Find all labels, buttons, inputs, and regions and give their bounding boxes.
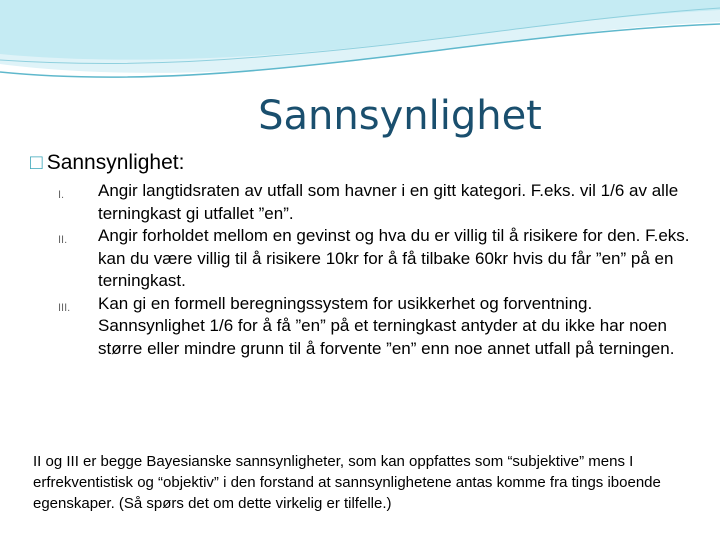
list-item-text: Kan gi en formell beregningssystem for usikkerhet og forventning. Sannsynlighet 1/6 for å få ”en” på et terningkast antyder at du ikke har noen større eller mindre grunn til å forvente ”en” enn noe annet utfall på terningen. [98, 293, 675, 358]
list-item-text: Angir forholdet mellom en gevinst og hva du er villig til å risikere for den. F.eks. kan du være villig til å risikere 10kr for å få tilbake 60kr hvis du får ”en” på en terningkast. [98, 226, 690, 290]
list-marker: I. [58, 189, 65, 201]
list-item-text: Angir langtidsraten av utfall som havner i en gitt kategori. F.eks. vil 1/6 av alle terningkast gi utfallet ”en”. [98, 181, 679, 223]
list-item [58, 293, 698, 361]
numbered-list [58, 180, 698, 360]
bullet-box-icon: □ [30, 151, 43, 174]
footer-note: II og III er begge Bayesianske sannsynligheter, som kan oppfattes som “subjektive” mens I erfrekventistisk og “objektiv” i den forstand at sannsynlighetene antas komme fra tings iboende egenskaper. (Så spørs det om dette virkelig er tilfelle.) [33, 453, 661, 512]
list-item [58, 225, 698, 293]
slide-title: Sannsynlighet [258, 93, 542, 139]
list-marker: II. [58, 234, 68, 246]
list-item [58, 180, 698, 225]
header-wave-decoration [0, 0, 720, 90]
list-marker: III. [58, 301, 71, 314]
section-heading [30, 150, 184, 176]
section-heading-text: Sannsynlighet: [46, 151, 185, 174]
